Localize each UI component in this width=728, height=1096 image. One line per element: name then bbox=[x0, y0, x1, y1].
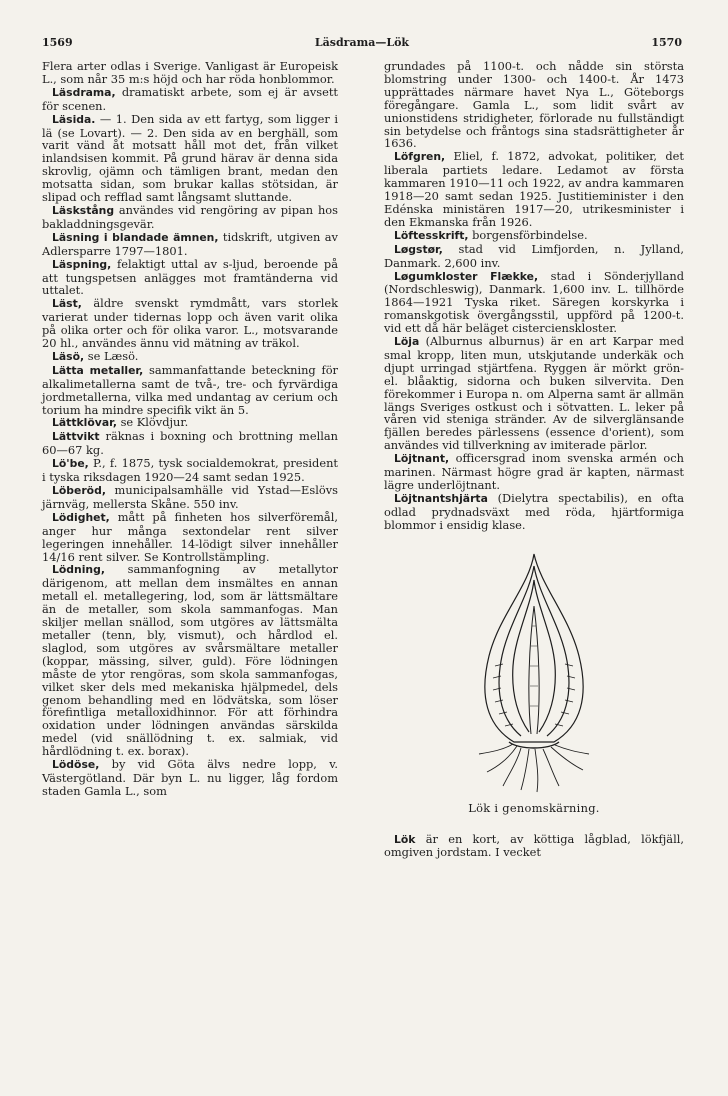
entry-headword: Läsida. bbox=[52, 112, 96, 126]
dictionary-entry bbox=[384, 150, 684, 228]
dictionary-entry bbox=[42, 231, 338, 258]
entry-headword: Löjtnantshjärta bbox=[394, 491, 488, 505]
onion-cross-section-illustration bbox=[459, 546, 609, 796]
entry-text: se Læsö. bbox=[84, 348, 139, 363]
figure-caption: Lök i genomskärning. bbox=[468, 800, 600, 815]
entry-headword: Löjtnant, bbox=[394, 452, 450, 466]
dictionary-entry bbox=[42, 364, 338, 417]
entry-headword: Lödighet, bbox=[52, 510, 110, 524]
right-column-entries bbox=[384, 60, 684, 532]
dictionary-entry bbox=[384, 60, 684, 150]
entry-headword: Løgstør, bbox=[394, 242, 443, 256]
entry-headword: Läsning i blandade ämnen, bbox=[52, 230, 219, 244]
dictionary-entry bbox=[42, 511, 338, 564]
entry-text: stad i Sönderjylland (Nordschleswig), Danmark. 1,600 inv. L. tillhörde 1864—1921 Tyska riket. Säregen korskyrka i romanskgotisk övergångsstil, uppförd på 1200-t. vid ett då här beläget cistercienskloster. bbox=[384, 268, 684, 336]
right-column bbox=[384, 60, 684, 859]
entry-text: se Klövdjur. bbox=[116, 415, 189, 430]
entry-text: stad vid Limfjorden, n. Jylland, Danmark. 2,600 inv. bbox=[384, 241, 684, 270]
entry-text: dramatiskt arbete, som ej är avsett för scenen. bbox=[42, 84, 338, 113]
left-column bbox=[42, 60, 338, 798]
dictionary-entry bbox=[42, 457, 338, 484]
entry-text: Flera arter odlas i Sverige. Vanligast är Europeisk L., som når 35 m:s höjd och har röda honblommor. bbox=[42, 59, 338, 86]
page-number-right: 1570 bbox=[651, 36, 682, 49]
entry-text: Eliel, f. 1872, advokat, politiker, det liberala partiets ledare. Ledamot av första kammaren 1910—11 och 1922, av andra kammaren 1918—20 samt sedan 1925. Justitieminister i den Edénska ministären 1917—20, utrikesminister i den Ekmanska från 1926. bbox=[384, 149, 684, 229]
dictionary-entry bbox=[42, 430, 338, 457]
dictionary-entry bbox=[42, 86, 338, 113]
dictionary-entry bbox=[42, 350, 338, 364]
page-number-left: 1569 bbox=[42, 36, 73, 49]
entry-headword: Läst, bbox=[52, 297, 82, 311]
entry-headword: Løgumkloster Flække, bbox=[394, 269, 539, 283]
entry-text: sammanfattande beteckning för alkalimetallerna samt de två-, tre- och fyrvärdiga jordmetallerna, vilka med undantag av cerium och torium ha mindre specifik vikt än 5. bbox=[42, 362, 338, 417]
entry-headword: Löja bbox=[394, 335, 420, 349]
entry-headword: Läspning, bbox=[52, 257, 112, 271]
dictionary-entry bbox=[384, 335, 684, 452]
entry-headword: Löberöd, bbox=[52, 484, 106, 497]
entry-text: tidskrift, utgiven av Adlersparre 1797—1801. bbox=[42, 229, 338, 258]
page-header bbox=[42, 36, 682, 52]
dictionary-entry bbox=[42, 563, 338, 758]
entry-text: officersgrad inom svenska armén och marinen. Närmast högre grad är kapten, närmast lägre underlöjtnant. bbox=[384, 451, 684, 492]
dictionary-entry bbox=[42, 60, 338, 86]
dictionary-entry bbox=[384, 452, 684, 492]
dictionary-entry bbox=[384, 243, 684, 270]
entry-text: by vid Göta älvs nedre lopp, v. Västergötland. Där byn L. nu ligger, låg fordom staden Gamla L., som bbox=[42, 757, 338, 798]
dictionary-entry bbox=[42, 758, 338, 798]
dictionary-entry bbox=[42, 113, 338, 204]
entry-text: mått på finheten hos silverföremål, anger hur många sextondelar rent silver legeringen innehåller. 14-lödigt silver innehåller 14/16 rent silver. Se Kontrollstämpling. bbox=[42, 509, 338, 564]
entry-text: — 1. Den sida av ett fartyg, som ligger i lä (se Lovart). — 2. Den sida av en berghäll, som varit vänd åt motsatt håll mot det, från vilket inlandsisen kommit. På grund härav är denna sida skrovlig, ojämn och tämligen brant, medan den motsatta sidan, som brukar kallas stötsidan, är slipad och refflad samt långsamt sluttande. bbox=[42, 111, 338, 205]
dictionary-entry bbox=[384, 492, 684, 532]
entry-headword: Löfgren, bbox=[394, 150, 446, 164]
dictionary-entry bbox=[384, 270, 684, 336]
entry-text: municipalsamhälle vid Ystad—Eslövs järnväg, mellersta Skåne. 550 inv. bbox=[42, 483, 338, 511]
entry-headword: Löftesskrift, bbox=[394, 228, 469, 242]
entry-text: är en kort, av köttiga lågblad, lökfjäll, omgiven jordstam. I vecket bbox=[384, 831, 684, 860]
entry-headword: Läsö, bbox=[52, 349, 85, 363]
entry-text: borgensförbindelse. bbox=[468, 227, 588, 242]
entry-headword: Lök bbox=[394, 832, 416, 846]
entry-text: (Dielytra spectabilis), en ofta odlad prydnadsväxt med röda, hjärtformiga blommor i ensidig klase. bbox=[384, 490, 684, 532]
entry-text: räknas i boxning och brottning mellan 60—67 kg. bbox=[42, 429, 338, 458]
entry-headword: Lödöse, bbox=[52, 758, 100, 772]
entry-headword: Lödning, bbox=[52, 563, 105, 577]
entry-text: (Alburnus alburnus) är en art Karpar med smal kropp, liten mun, utskjutande underkäk och djupt urringad stjärtfena. Ryggen är mörkt grön- el. blåaktig, sidorna och buken silvervita. Den förekommer i Europa n. om Alperna samt är allmän längs Sveriges ostkust och i sötvatten. L. leker på våren vid steniga stränder. Av de silverglänsande fjällen beredes pärlessens (essence d'orient), som användes vid tillverkning av imiterade pärlor. bbox=[384, 334, 684, 453]
entry-headword: Lättklövar, bbox=[52, 416, 117, 430]
entry-text: P., f. 1875, tysk socialdemokrat, president i tyska riksdagen 1920—24 samt sedan 1925. bbox=[42, 456, 338, 485]
dictionary-entry bbox=[42, 416, 338, 430]
dictionary-entry bbox=[384, 833, 684, 860]
onion-figure bbox=[384, 546, 684, 815]
entry-headword: Läsdrama, bbox=[52, 85, 116, 99]
entry-headword: Lättvikt bbox=[52, 430, 100, 444]
dictionary-entry bbox=[384, 229, 684, 243]
right-column-after-figure bbox=[384, 833, 684, 860]
entry-headword: Läskstång bbox=[52, 203, 115, 217]
running-title: Läsdrama—Lök bbox=[314, 36, 410, 49]
entry-headword: Lätta metaller, bbox=[52, 363, 144, 377]
entry-text: äldre svenskt rymdmått, vars storlek varierat under tidernas lopp och även varit olika på olika orter och för olika varor. L., motsvarande 20 hl., användes ännu vid mätning av träkol. bbox=[42, 296, 338, 351]
dictionary-entry bbox=[42, 297, 338, 350]
entry-text: användes vid rengöring av pipan hos bakladdningsgevär. bbox=[42, 202, 338, 231]
dictionary-entry bbox=[42, 204, 338, 231]
entry-text: felaktigt uttal av s-ljud, beroende på att tungspetsen anlägges mot framtänderna vid uttalet. bbox=[42, 256, 338, 298]
entry-text: sammanfogning av metallytor därigenom, att mellan dem insmältes en annan metall el. metallegering, lod, som är lättsmältare än de metaller, som skola sammanfogas. Man skiljer mellan snällod, som utgöres av lättsmälta metaller (tenn, bly, vismut), och hårdlod el. slaglod, som utgöres av svårsmältare metaller (koppar, mässing, silver, guld). Före lödningen måste de ytor rengöras, som skola sammanfogas, vilket sker dels med mekaniska hjälpmedel, dels genom behandling med en lödvätska, som löser förefintliga metalloxidhinnor. För att förhindra oxidation under lödningen användas särskilda medel (vid snällödning t. ex. salmiak, vid hårdlödning t. ex. borax). bbox=[42, 562, 338, 759]
dictionary-entry bbox=[42, 484, 338, 511]
entry-text: grundades på 1100-t. och nådde sin största blomstring under 1300- och 1400-t. År 1473 upprättades närmare havet Nya L., Göteborgs föregångare. Gamla L., som lidit svårt av unionstidens stridigheter, förlorade nu fullständigt sin betydelse och fråntogs sina stadsrättigheter år 1636. bbox=[384, 59, 684, 151]
entry-headword: Lö'be, bbox=[52, 457, 89, 471]
dictionary-entry bbox=[42, 258, 338, 298]
